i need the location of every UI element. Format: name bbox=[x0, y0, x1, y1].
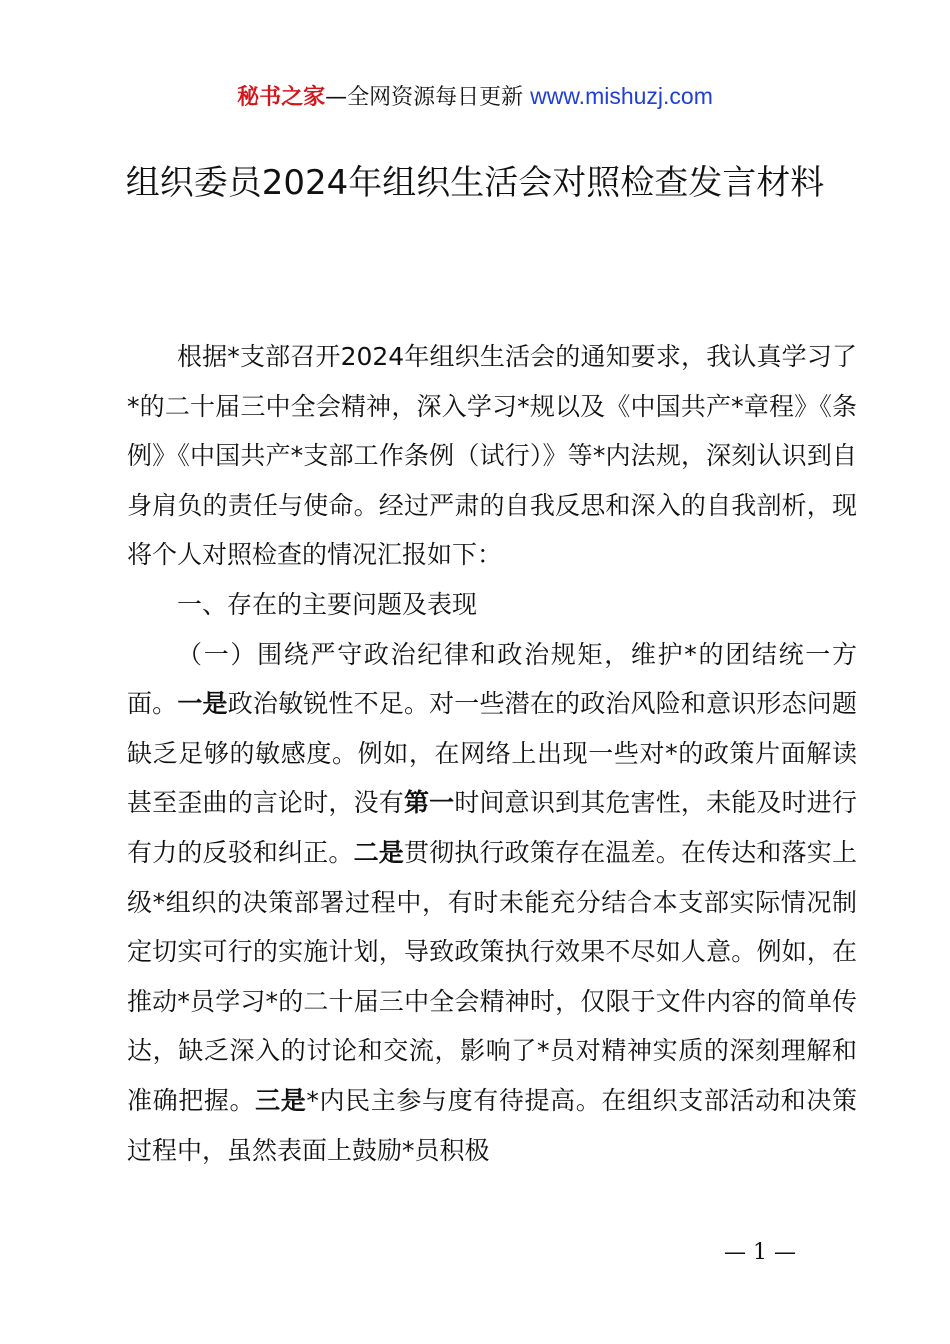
point-text-1a: 政治敏锐性不足。对一些潜在的政治风险和意识形态问题缺乏足够的敏感度。例如，在网络上出现一些对*的政策片面解读甚至歪曲的言论时，没有 bbox=[127, 689, 857, 818]
document-title: 组织委员2024年组织生活会对照检查发言材料 bbox=[125, 163, 825, 203]
document-body bbox=[127, 332, 857, 1175]
section-heading: 一、存在的主要问题及表现 bbox=[177, 589, 478, 619]
site-header bbox=[0, 80, 950, 114]
subsection-paragraph bbox=[127, 630, 857, 1176]
point-label-2: 二是 bbox=[353, 837, 404, 867]
point-label-3: 三是 bbox=[255, 1085, 307, 1115]
point-label-1: 一是 bbox=[177, 689, 228, 719]
page-number: — 1 — bbox=[724, 1240, 796, 1265]
site-brand: 秘书之家 bbox=[237, 85, 326, 110]
subsection-lead: （一）围绕严守政治纪律和政治规矩，维护*的团结统一方面。 bbox=[127, 639, 857, 719]
point-emphasis-1: 第一 bbox=[403, 788, 455, 818]
site-url-link[interactable]: www.mishuzj.com bbox=[530, 83, 713, 109]
site-slogan: —全网资源每日更新 bbox=[325, 85, 531, 110]
intro-paragraph: 根据*支部召开2024年组织生活会的通知要求，我认真学习了*的二十届三中全会精神，深入学习*规以及《中国共产*章程》《条例》《中国共产*支部工作条例（试行）》等*内法规，深刻认识到自身肩负的责任与使命。经过严肃的自我反思和深入的自我剖析，现将个人对照检查的情况汇报如下： bbox=[127, 342, 857, 570]
point-text-2: 贯彻执行政策存在温差。在传达和落实上级*组织的决策部署过程中，有时未能充分结合本支部实际情况制定切实可行的实施计划，导致政策执行效果不尽如人意。例如，在推动*员学习*的二十届三中全会精神时，仅限于文件内容的简单传达，缺乏深入的讨论和交流，影响了*员对精神实质的深刻理解和准确把握。 bbox=[127, 837, 857, 1115]
point-text-3: *内民主参与度有待提高。在组织支部活动和决策过程中，虽然表面上鼓励*员积极 bbox=[127, 1085, 857, 1165]
point-text-1b: 时间意识到其危害性，未能及时进行有力的反驳和纠正。 bbox=[127, 788, 857, 867]
